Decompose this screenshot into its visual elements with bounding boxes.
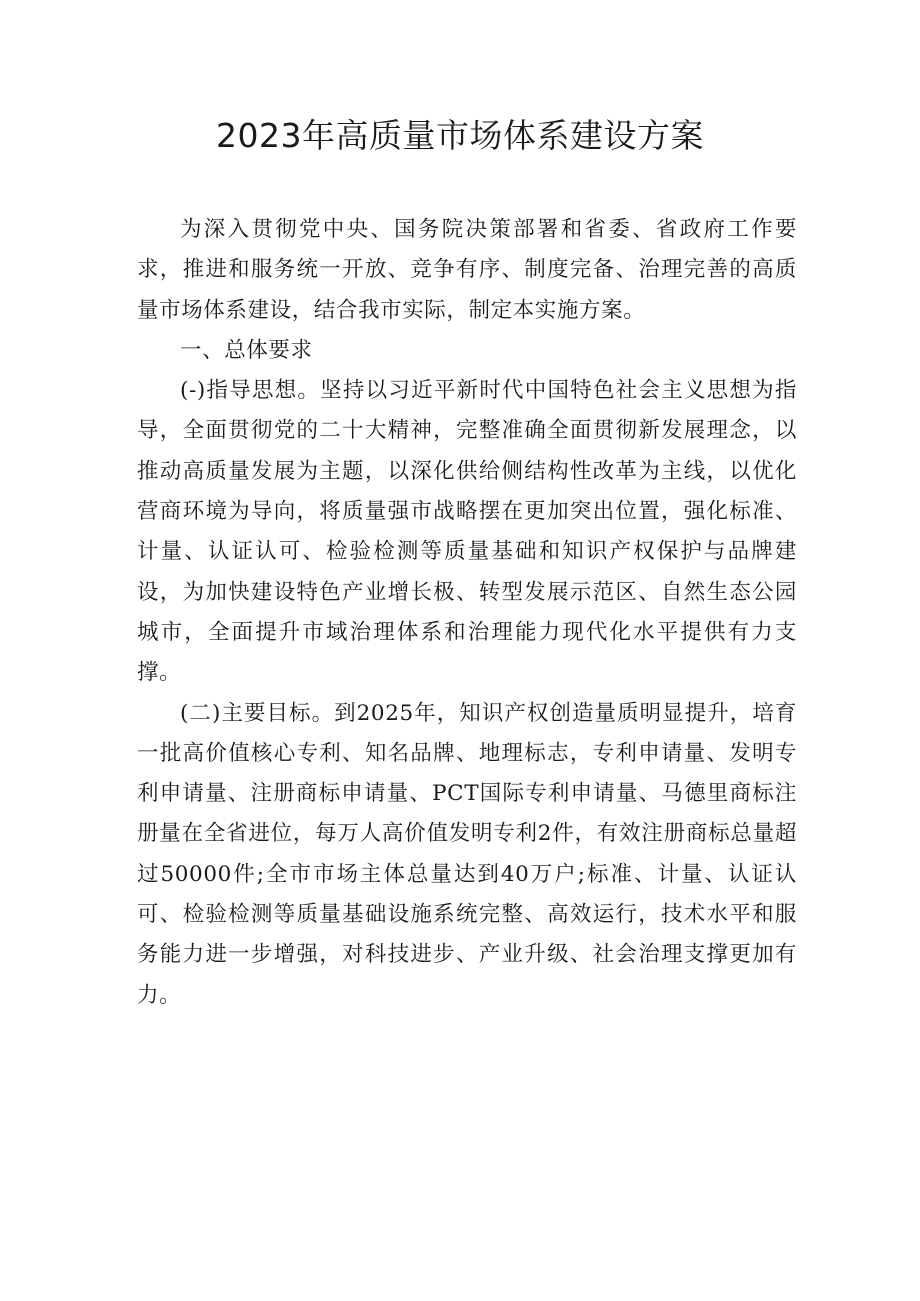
document-body [137,210,797,1016]
section-heading-general-requirements: 一、总体要求 [180,337,313,363]
document-title: 2023年高质量市场体系建设方案 [216,116,704,155]
intro-paragraph: 为深入贯彻党中央、国务院决策部署和省委、省政府工作要求，推进和服务统一开放、竞争有序、制度完备、治理完善的高质量市场体系建设，结合我市实际，制定本实施方案。 [137,217,797,323]
main-goals-paragraph: (二)主要目标。到2025年，知识产权创造量质明显提升，培育一批高价值核心专利、知名品牌、地理标志，专利申请量、发明专利申请量、注册商标申请量、PCT国际专利申请量、马德里商标注册量在全省进位，每万人高价值发明专利2件，有效注册商标总量超过50000件;全市市场主体总量达到40万户;标准、计量、认证认可、检验检测等质量基础设施系统完整、高效运行，技术水平和服务能力进一步增强，对科技进步、产业升级、社会治理支撑更加有力。 [137,700,797,1008]
guiding-thought-paragraph: (-)指导思想。坚持以习近平新时代中国特色社会主义思想为指导，全面贯彻党的二十大精神，完整准确全面贯彻新发展理念，以推动高质量发展为主题，以深化供给侧结构性改革为主线，以优化营商环境为导向，将质量强市战略摆在更加突出位置，强化标准、计量、认证认可、检验检测等质量基础和知识产权保护与品牌建设，为加快建设特色产业增长极、转型发展示范区、自然生态公园城市，全面提升市域治理体系和治理能力现代化水平提供有力支撑。 [137,378,797,686]
